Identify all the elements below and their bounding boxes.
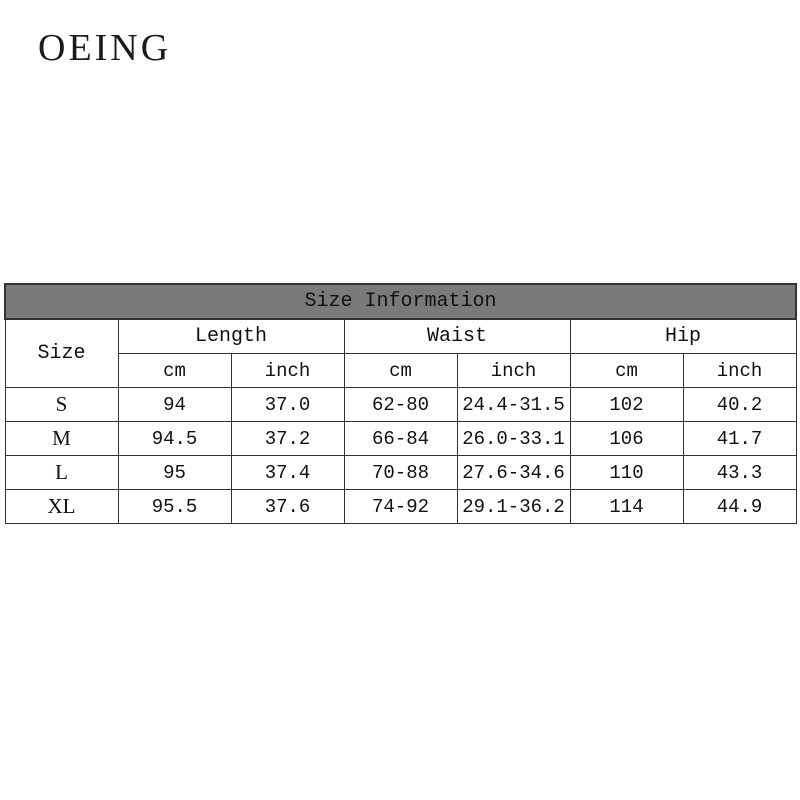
table-cell: 44.9 — [683, 490, 796, 524]
table-cell: 41.7 — [683, 422, 796, 456]
unit-header: inch — [683, 354, 796, 388]
unit-header: cm — [570, 354, 683, 388]
table-cell: 37.4 — [231, 456, 344, 490]
table-cell: 29.1-36.2 — [457, 490, 570, 524]
unit-header: cm — [118, 354, 231, 388]
table-cell: 62-80 — [344, 388, 457, 422]
table-cell: 66-84 — [344, 422, 457, 456]
table-cell: 40.2 — [683, 388, 796, 422]
table-row — [5, 388, 796, 422]
table-title: Size Information — [5, 284, 796, 319]
size-label: S — [5, 388, 118, 422]
table-cell: 110 — [570, 456, 683, 490]
size-label: XL — [5, 490, 118, 524]
table-cell: 102 — [570, 388, 683, 422]
table-cell: 95 — [118, 456, 231, 490]
table-cell: 37.2 — [231, 422, 344, 456]
group-header-hip: Hip — [570, 319, 796, 354]
table-cell: 74-92 — [344, 490, 457, 524]
table-row — [5, 422, 796, 456]
table-cell: 106 — [570, 422, 683, 456]
size-label: M — [5, 422, 118, 456]
table-cell: 114 — [570, 490, 683, 524]
size-column-header: Size — [5, 319, 118, 388]
table-cell: 70-88 — [344, 456, 457, 490]
table-row — [5, 490, 796, 524]
group-header-length: Length — [118, 319, 344, 354]
table-cell: 37.6 — [231, 490, 344, 524]
table-row — [5, 456, 796, 490]
table-cell: 43.3 — [683, 456, 796, 490]
group-header-waist: Waist — [344, 319, 570, 354]
table-cell: 95.5 — [118, 490, 231, 524]
size-information-table — [4, 283, 797, 524]
unit-header: cm — [344, 354, 457, 388]
brand-logo: OEING — [38, 27, 172, 69]
table-cell: 24.4-31.5 — [457, 388, 570, 422]
unit-header: inch — [231, 354, 344, 388]
size-label: L — [5, 456, 118, 490]
table-cell: 37.0 — [231, 388, 344, 422]
table-cell: 27.6-34.6 — [457, 456, 570, 490]
table-cell: 94 — [118, 388, 231, 422]
unit-header: inch — [457, 354, 570, 388]
table-cell: 26.0-33.1 — [457, 422, 570, 456]
table-cell: 94.5 — [118, 422, 231, 456]
